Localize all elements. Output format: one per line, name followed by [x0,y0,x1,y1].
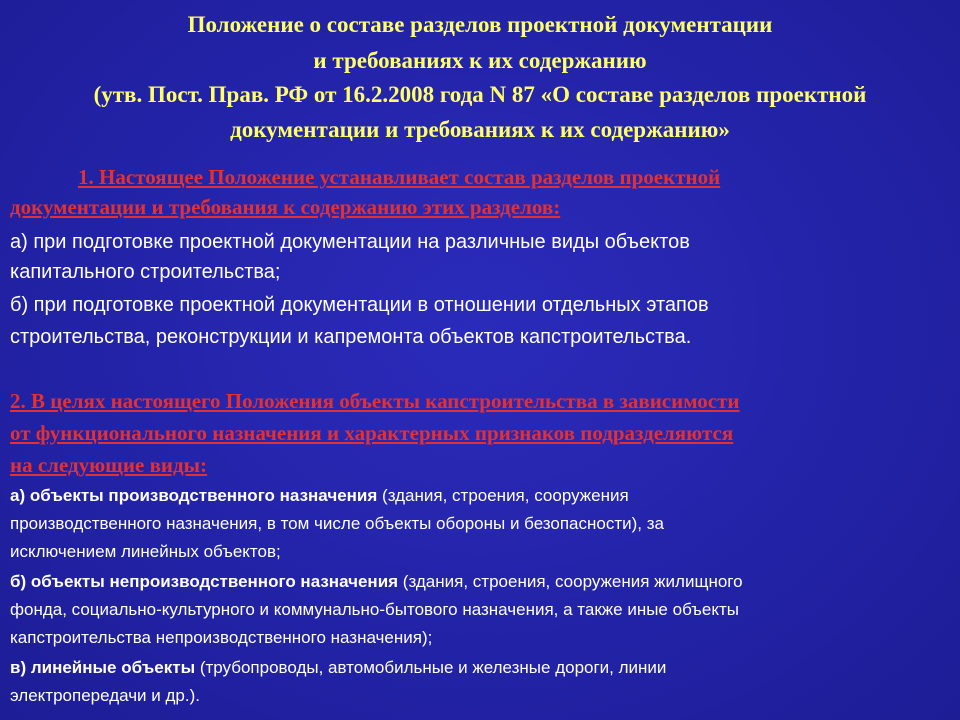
item-a-text-1: (здания, строения, сооружения [377,486,629,505]
section1-item-a-line-1: а) при подготовке проектной документации на различные виды объектов [10,231,690,253]
section2-item-b-line-1 [10,570,950,594]
section2-item-a-line-1 [10,484,950,508]
title-line-2: и требованиях к их содержанию [313,48,647,73]
item-a-label: а) объекты производственного назначения [10,486,378,505]
section1-heading-line-1: 1. Настоящее Положение устанавливает состав разделов проектной [78,165,721,189]
section1-item-b-line-2: строительства, реконструкции и капремонта объектов капстроительства. [10,326,692,348]
section2-item-a-line-2: производственного назначения, в том числе объекты обороны и безопасности), за [10,514,664,533]
section2-item-c-line-1 [10,656,950,680]
section2-item-b-line-2: фонда, социально-культурного и коммунально-бытового назначения, а также иные объекты [10,600,739,619]
section1-item-b-line-1: б) при подготовке проектной документации в отношении отдельных этапов [10,294,709,316]
section2-heading-line-2: от функционального назначения и характерных признаков подразделяются [10,421,734,445]
item-c-text-1: (трубопроводы, автомобильные и железные дороги, линии [195,658,667,677]
section1-item-a-line-2: капитального строительства; [10,261,281,283]
section2-heading-line-1: 2. В целях настоящего Положения объекты капстроительства в зависимости [10,389,740,413]
title-line-4: документации и требованиях к их содержанию» [230,117,730,142]
title-line-1: Положение о составе разделов проектной документации [187,12,773,37]
section2-item-b-line-3: капстроительства непроизводственного назначения); [10,628,433,647]
section2-heading-line-3: на следующие виды: [10,453,208,477]
item-b-text-1: (здания, строения, сооружения жилищного [398,572,743,591]
section2-item-a-line-3: исключением линейных объектов; [10,542,281,561]
item-b-label: б) объекты непроизводственного назначения [10,572,399,591]
section1-heading-line-2: документации и требования к содержанию этих разделов: [10,195,561,219]
section2-item-c-line-2: электропередачи и др.). [10,686,200,705]
item-c-label: в) линейные объекты [10,658,196,677]
title-line-3: (утв. Пост. Прав. РФ от 16.2.2008 года N 87 «О составе разделов проектной [93,82,867,107]
